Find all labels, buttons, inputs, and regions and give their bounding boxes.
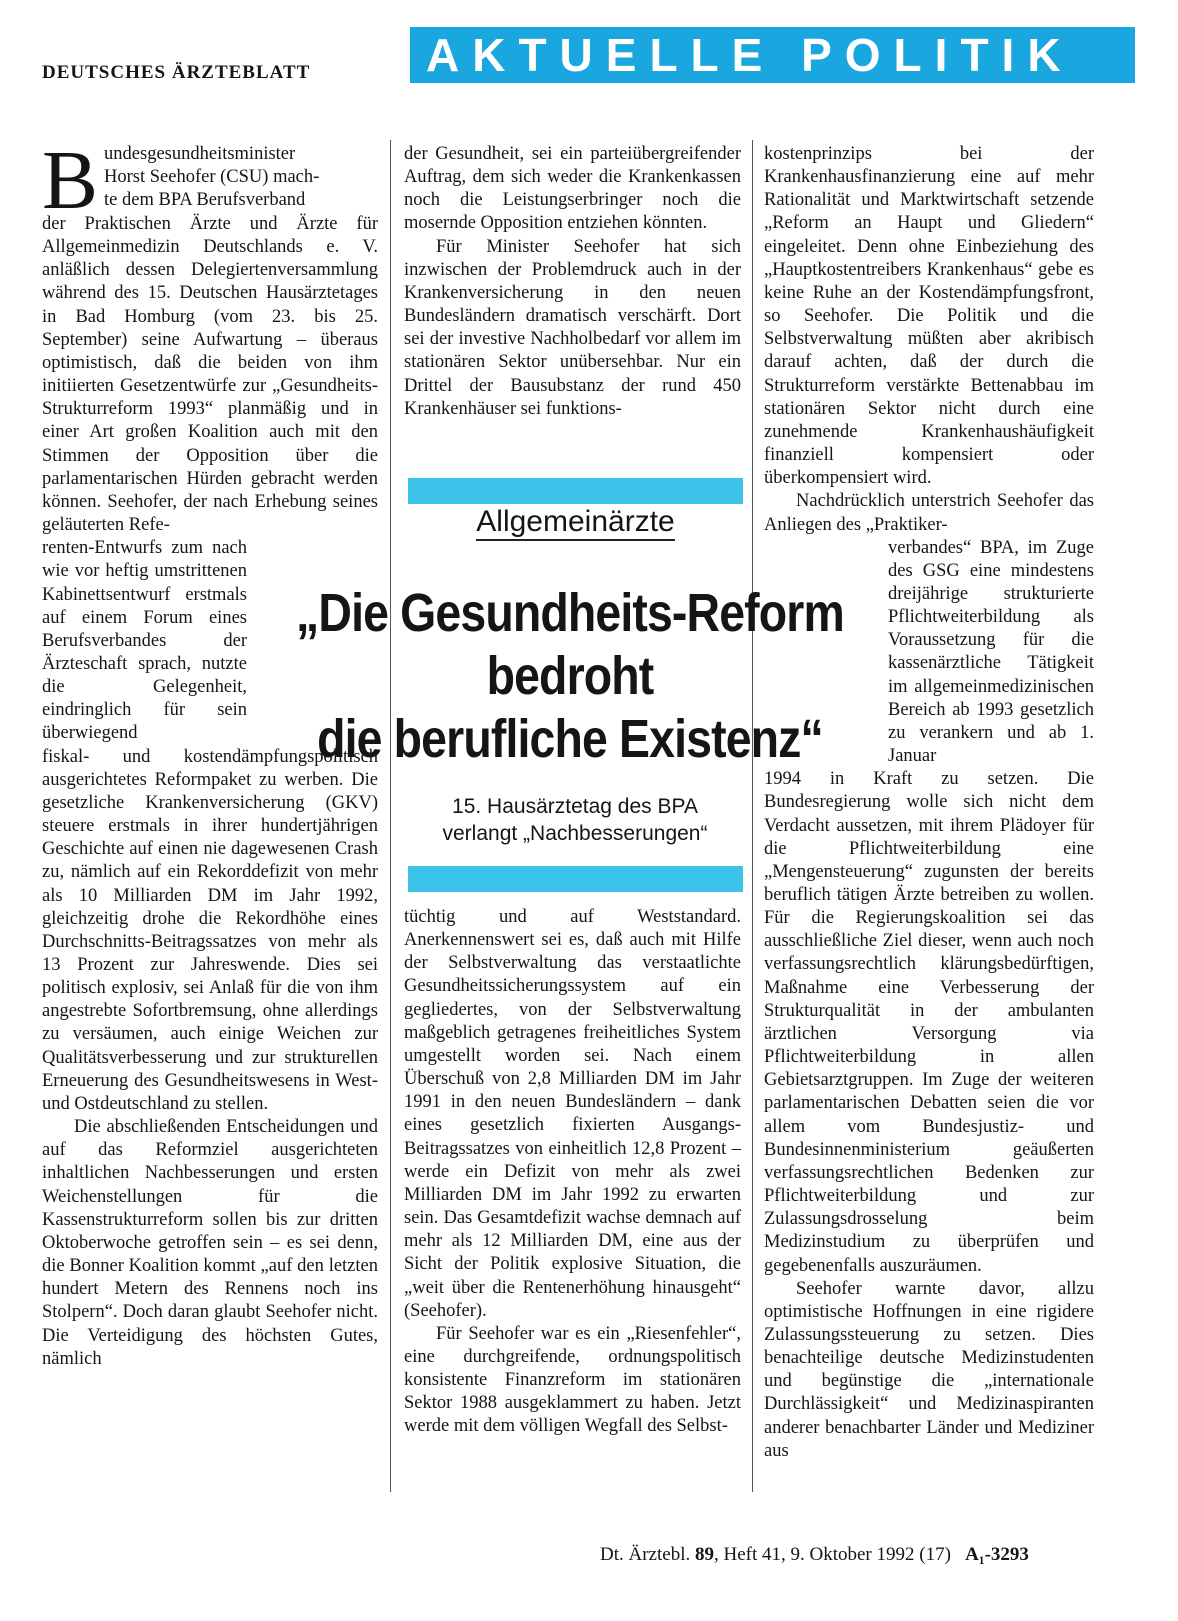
kicker-text: Allgemeinärzte [476, 505, 674, 541]
kicker [408, 505, 743, 539]
lead-line: Horst Seehofer (CSU) mach- [104, 167, 320, 188]
column-rule [390, 140, 391, 1492]
subheadline [400, 793, 750, 847]
headline-line: bedroht [486, 646, 654, 706]
body-paragraph: Die abschließenden Entscheidungen und auf das Reformziel ausgerichteten inhaltlichen Nachbesserungen und ersten Weichenstellungen für die Kassenstrukturreform sollen bis zur dritten Oktoberwoche getroffen sein – es sei denn, die Bonner Koalition kommt „auf den letzten hundert Metern des Rennens noch ins Stolpern“. Doch daran glaubt Seehofer nicht. Die Verteidigung des höchsten Gutes, nämlich [42, 1117, 378, 1369]
page-footer [600, 1544, 1029, 1566]
article-column-3 [764, 143, 1094, 1463]
body-paragraph: Für Minister Seehofer hat sich inzwischen der Problemdruck auch in der Krankenversicherung in den neuen Bundesländern dramatisch verschärft. Dort sei der investive Nachholbedarf vor allem im stationären Sektor unübersehbar. Nur ein Drittel der Bausubstanz der rund 450 Krankenhäuser sei funktions- [404, 236, 741, 419]
body-paragraph: der Gesundheit, sei ein parteiübergreifender Auftrag, dem sich weder die Krankenkassen noch die Leistungserbringer noch die mosernde Opposition entziehen könnten. [404, 144, 741, 234]
headline-strip-bottom [408, 866, 743, 892]
body-paragraph: 1994 in Kraft zu setzen. Die Bundesregierung wolle sich nicht dem Verdacht aussetzen, mit ihrem Plädoyer für die Pflichtweiterbildung eine „Mengensteuerung“ zugunsten der bereits beruflich tätigen Ärzte betreiben zu wollen. Für die Regierungskoalition sei das ausschließliche Ziel dieser, wenn auch noch verfassungsrechtlich klärungsbedürftigen, Maßnahme eine Verbesserung der Strukturqualität in der ambulanten ärztlichen Versorgung via Pflichtweiterbildung in allen Gebietsarztgruppen. Im Zuge der weiteren parlamentarischen Debatten seien die vor allem vom Bundesjustiz- und Bundesinnenministerium geäußerten verfassungsrechtlichen Bedenken zur Pflichtweiterbildung und zur Zulassungsdrosselung beim Medizinstudium zu überprüfen und gegebenenfalls auszuräumen. [764, 769, 1094, 1276]
lead-line: te dem BPA Berufsverband [104, 190, 306, 211]
article-column-2-bottom [404, 906, 741, 1439]
body-paragraph: Für Seehofer war es ein „Riesenfehler“, eine durchgreifende, ordnungspolitisch konsistente Finanzreform im stationären Sektor 1988 ausgeklammert zu haben. Jetzt werde mit dem völligen Wegfall des Selbst- [404, 1323, 741, 1437]
body-paragraph: fiskal- und kostendämpfungspolitisch ausgerichtetes Reformpaket zu werben. Die gesetzliche Krankenversicherung (GKV) steuere erstmals in ihrer hundertjährigen Geschichte auf einen nie dagewesenen Crash zu, nämlich auf ein Rekorddefizit von mehr als 10 Milliarden DM im Jahr 1992, gleichzeitig drohe die Rekordhöhe eines Durchschnitts-Beitragssatzes von mehr als 13 Prozent zur Jahreswende. Dies sei politisch explosiv, sei Anlaß für die von ihm angestrebte Sofortbremsung, ohne allerdings zu versäumen, auch einige Weichen zur Qualitätsverbesserung und zur strukturellen Erneuerung des Gesundheitswesens in West- und Ostdeutschland zu stellen. [42, 746, 378, 1114]
article-column-2-top [404, 143, 741, 421]
page-number: A₁-3293 [965, 1544, 1029, 1565]
body-paragraph: tüchtig und auf Weststandard. Anerkennenswert sei es, daß auch mit Hilfe der Selbstverwaltung das verstaatlichte Gesundheitssicherungssystem auf ein gegliedertes, von der Selbstverwaltung maßgeblich getragenes freiheitliches System umgestellt worden sei. Nach einem Überschuß von 2,8 Milliarden DM im Jahr 1991 in den neuen Bundesländern – dank eines gesetzlich fixierten Ausgangs-Beitragssatzes von einheitlich 12,8 Prozent – werde ein Defizit von mehr als zwei Milliarden DM im Jahr 1992 zu erwarten sein. Das Gesamtdefizit wachse demnach auf mehr als 12 Milliarden DM, eine aus der Sicht der Politik explosive Situation, die „weit über die Rentenerhöhung hinausgeht“ (Seehofer). [404, 907, 741, 1321]
lead-line: undesgesundheitsminister [104, 144, 296, 164]
headline-line: die berufliche Existenz“ [317, 709, 823, 769]
body-paragraph: der Praktischen Ärzte und Ärzte für Allgemeinmedizin Deutschlands e. V. anläßlich dessen Delegiertenversammlung während des 15. Deutschen Hausärztetages in Bad Homburg (vom 23. bis 25. September) seine Aufwartung – überaus optimistisch, daß die beiden von ihm initiierten Gesetzentwürfe zur „Gesundheits-Strukturreform 1993“ planmäßig und in einer Art großen Koalition auch mit den Stimmen der Opposition über die parlamentarischen Hürden gebracht werden können. Seehofer, der nach Erhebung seines geläuterten Refe- [42, 214, 378, 536]
headline-line: „Die Gesundheits-Reform [296, 583, 844, 643]
body-paragraph: Nachdrücklich unterstrich Seehofer das Anliegen des „Praktiker- [764, 491, 1094, 535]
headline [295, 582, 845, 771]
subheadline-line: 15. Hausärztetag des BPA [452, 795, 698, 818]
drop-cap: B [42, 134, 99, 227]
journal-name: Dt. Ärztebl. [600, 1544, 691, 1565]
subheadline-line: verlangt „Nachbesserungen“ [442, 822, 708, 845]
body-paragraph: Seehofer warnte davor, allzu optimistische Hoffnungen in eine rigidere Zulassungssteuerung zu setzen. Dies benachteilige deutsche Medizinstudenten und begünstige die „internationale Durchlässigkeit“ und Medizinaspiranten anderer benachbarter Länder und Mediziner aus [764, 1278, 1094, 1461]
issue-date: , Heft 41, 9. Oktober 1992 (17) [713, 1544, 951, 1565]
publication-name: DEUTSCHES ÄRZTEBLATT [42, 62, 311, 83]
volume-number: 89 [694, 1544, 714, 1565]
headline-strip-top [408, 478, 743, 504]
body-paragraph: kostenprinzips bei der Krankenhausfinanzierung eine auf mehr Rationalität und Marktwirtschaft setzende „Reform an Haupt und Gliedern“ eingeleitet. Denn ohne Einbeziehung des „Hauptkostentreibers Krankenhaus“ gebe es keine Ruhe an der Kostendämpfungsfront, so Seehofer. Die Politik und die Selbstverwaltung müßten aber akribisch darauf achten, daß der durch die Strukturreform verstärkte Bettenabbau im stationären Sektor nicht durch eine zunehmende Krankenhaushäufigkeit finanziell kompensiert oder überkompensiert wird. [764, 144, 1094, 489]
body-paragraph-narrow: verbandes“ BPA, im Zuge des GSG eine mindestens dreijährige strukturierte Pflichtweiterbildung als Voraussetzung für die kassenärztliche Tätigkeit im allgemeinmedizinischen Bereich ab 1993 gesetzlich zu verankern und ab 1. Januar [888, 537, 1094, 767]
section-banner: AKTUELLE POLITIK [410, 27, 1135, 83]
body-paragraph-narrow: renten-Entwurfs zum nach wie vor heftig umstrittenen Kabinettsentwurf erstmals auf einem Forum eines Berufsverbandes der Ärzteschaft sprach, nutzte die Gelegenheit, eindringlich für sein überwiegend [42, 538, 247, 744]
column-rule [752, 140, 753, 1492]
